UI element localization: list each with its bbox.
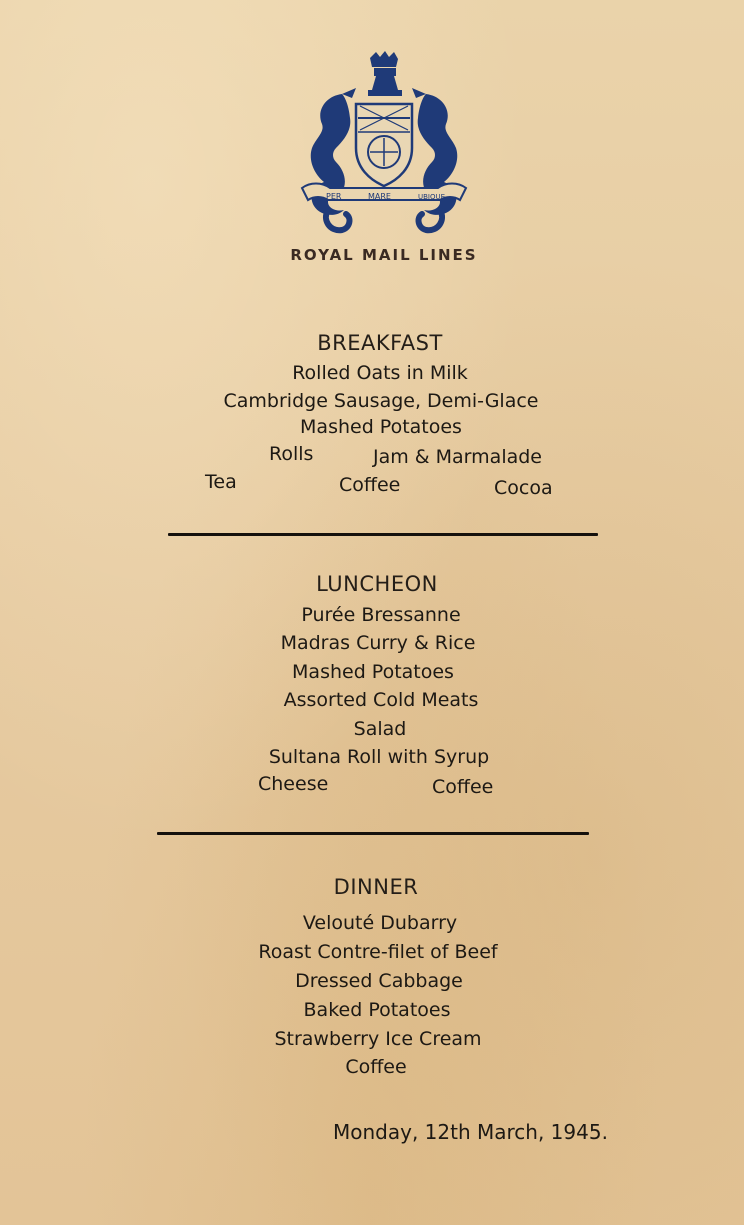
breakfast-item: Cambridge Sausage, Demi-Glace xyxy=(223,390,539,412)
menu-date: Monday, 12th March, 1945. xyxy=(333,1120,608,1144)
divider xyxy=(168,533,598,536)
dinner-item: Strawberry Ice Cream xyxy=(274,1028,482,1050)
motto-left: PER xyxy=(326,192,342,201)
dinner-item: Baked Potatoes xyxy=(303,999,451,1021)
divider xyxy=(157,832,589,835)
breakfast-item: Mashed Potatoes xyxy=(300,416,462,438)
dinner-item: Roast Contre-filet of Beef xyxy=(258,941,498,963)
luncheon-item: Madras Curry & Rice xyxy=(280,632,476,654)
dinner-item: Dressed Cabbage xyxy=(295,970,463,992)
luncheon-item: Assorted Cold Meats xyxy=(283,689,479,711)
breakfast-heading: BREAKFAST xyxy=(317,331,443,355)
luncheon-item: Mashed Potatoes xyxy=(292,661,454,683)
luncheon-item: Coffee xyxy=(432,776,494,798)
royal-mail-lines-crest xyxy=(298,48,470,240)
luncheon-item: Purée Bressanne xyxy=(301,604,461,626)
luncheon-heading: LUNCHEON xyxy=(316,572,438,596)
breakfast-item: Coffee xyxy=(339,474,401,496)
luncheon-item: Cheese xyxy=(258,773,329,795)
luncheon-item: Salad xyxy=(353,718,407,740)
motto-right: UBIQUE xyxy=(418,193,446,201)
motto-center: MARE xyxy=(368,192,391,201)
dinner-item: Velouté Dubarry xyxy=(302,912,458,934)
breakfast-item: Jam & Marmalade xyxy=(373,446,542,468)
breakfast-item: Tea xyxy=(205,471,237,493)
dinner-item: Coffee xyxy=(345,1056,407,1078)
breakfast-item: Cocoa xyxy=(494,477,553,499)
brand-name: ROYAL MAIL LINES xyxy=(290,246,478,264)
dinner-heading: DINNER xyxy=(333,875,419,899)
luncheon-item: Sultana Roll with Syrup xyxy=(268,746,490,768)
breakfast-item: Rolls xyxy=(269,443,314,465)
breakfast-item: Rolled Oats in Milk xyxy=(292,362,468,384)
